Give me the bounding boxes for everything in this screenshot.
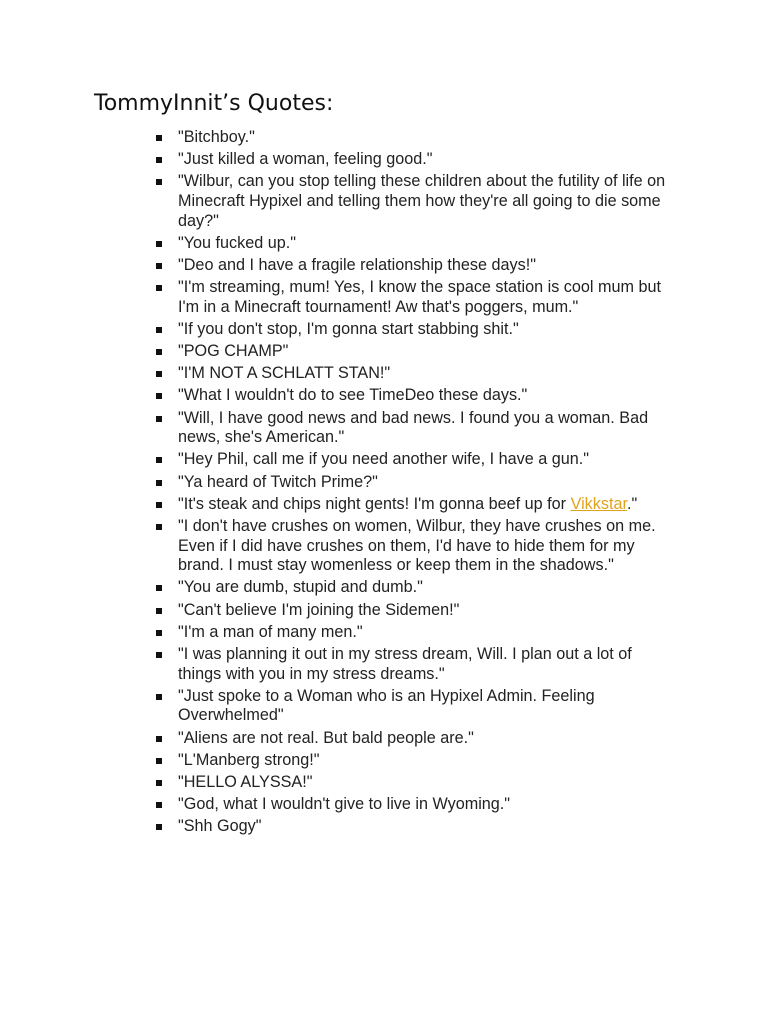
square-bullet-icon — [156, 241, 162, 247]
list-item — [150, 795, 675, 815]
list-item — [150, 495, 675, 515]
square-bullet-icon — [156, 585, 162, 591]
list-item — [150, 172, 675, 231]
quote-text: "POG CHAMP" — [178, 342, 289, 361]
square-bullet-icon — [156, 736, 162, 742]
list-item — [150, 128, 675, 148]
quote-text: "Bitchboy." — [178, 128, 255, 146]
list-item — [150, 256, 675, 276]
quote-text: "I was planning it out in my stress dream, Will. I plan out a lot of things with you in my stress dreams." — [178, 644, 632, 683]
quote-text: "HELLO ALYSSA!" — [178, 772, 313, 791]
quote-text: "Deo and I have a fragile relationship these days!" — [178, 255, 536, 274]
quote-text: "Ya heard of Twitch Prime?" — [178, 472, 378, 491]
square-bullet-icon — [156, 652, 162, 658]
list-item — [150, 473, 675, 493]
list-item — [150, 364, 675, 384]
list-item — [150, 773, 675, 793]
list-item — [150, 150, 675, 170]
quote-text: "I'm streaming, mum! Yes, I know the space station is cool mum but I'm in a Minecraft tournament! Aw that's poggers, mum." — [178, 278, 661, 316]
square-bullet-icon — [156, 802, 162, 808]
list-item — [150, 234, 675, 254]
quote-text: "Aliens are not real. But bald people are." — [178, 728, 474, 747]
list-item — [150, 278, 675, 317]
square-bullet-icon — [156, 480, 162, 486]
square-bullet-icon — [156, 135, 162, 141]
list-item — [150, 645, 675, 684]
square-bullet-icon — [156, 824, 162, 830]
quote-text: "If you don't stop, I'm gonna start stabbing shit." — [178, 319, 519, 338]
square-bullet-icon — [156, 457, 162, 463]
square-bullet-icon — [156, 371, 162, 377]
list-item — [150, 578, 675, 598]
list-item — [150, 601, 675, 621]
quote-text: "I'm a man of many men." — [178, 622, 363, 641]
list-item — [150, 687, 675, 726]
quote-list — [150, 128, 675, 839]
square-bullet-icon — [156, 502, 162, 508]
list-item — [150, 517, 675, 576]
quote-text: "I don't have crushes on women, Wilbur, they have crushes on me. Even if I did have crushes on them, I'd have to hide them for my brand. I must stay womenless or keep them in the shadows." — [178, 517, 656, 575]
list-item — [150, 342, 675, 362]
quote-text: "You are dumb, stupid and dumb." — [178, 578, 423, 597]
square-bullet-icon — [156, 179, 162, 185]
square-bullet-icon — [156, 416, 162, 422]
quote-text: "L'Manberg strong!" — [178, 750, 320, 769]
quote-text: "It's steak and chips night gents! I'm gonna beef up for — [178, 494, 571, 513]
square-bullet-icon — [156, 694, 162, 700]
quote-text: "I'M NOT A SCHLATT STAN!" — [178, 364, 391, 383]
quote-text: "Can't believe I'm joining the Sidemen!" — [178, 600, 460, 619]
quote-text: "God, what I wouldn't give to live in Wyoming." — [178, 795, 511, 814]
quote-text: "Wilbur, can you stop telling these children about the futility of life on Minecraft Hypixel and telling them how they're all going to die some day?" — [178, 172, 666, 230]
square-bullet-icon — [156, 630, 162, 636]
list-item — [150, 320, 675, 340]
quote-text: "What I wouldn't do to see TimeDeo these days." — [178, 386, 528, 405]
quote-text: "You fucked up." — [178, 233, 296, 252]
quote-text-end: ." — [626, 494, 638, 513]
quote-text: "Just killed a woman, feeling good." — [178, 150, 433, 169]
list-item — [150, 623, 675, 643]
quote-text: "Just spoke to a Woman who is an Hypixel Admin. Feeling Overwhelmed" — [178, 686, 595, 725]
quote-text: "Will, I have good news and bad news. I found you a woman. Bad news, she's American." — [178, 408, 649, 447]
square-bullet-icon — [156, 524, 162, 530]
square-bullet-icon — [156, 608, 162, 614]
list-item — [150, 386, 675, 406]
quote-text: "Shh Gogy" — [178, 817, 262, 836]
list-item — [150, 409, 675, 448]
quote-text: "Hey Phil, call me if you need another wife, I have a gun." — [178, 450, 590, 469]
document-title: TommyInnit’s Quotes: — [94, 91, 334, 116]
square-bullet-icon — [156, 327, 162, 333]
list-item — [150, 751, 675, 771]
square-bullet-icon — [156, 780, 162, 786]
list-item — [150, 817, 675, 837]
square-bullet-icon — [156, 285, 162, 291]
square-bullet-icon — [156, 157, 162, 163]
square-bullet-icon — [156, 349, 162, 355]
square-bullet-icon — [156, 758, 162, 764]
list-item — [150, 729, 675, 749]
list-item — [150, 450, 675, 470]
square-bullet-icon — [156, 263, 162, 269]
vikkstar-link[interactable]: Vikkstar — [570, 494, 627, 513]
square-bullet-icon — [156, 393, 162, 399]
